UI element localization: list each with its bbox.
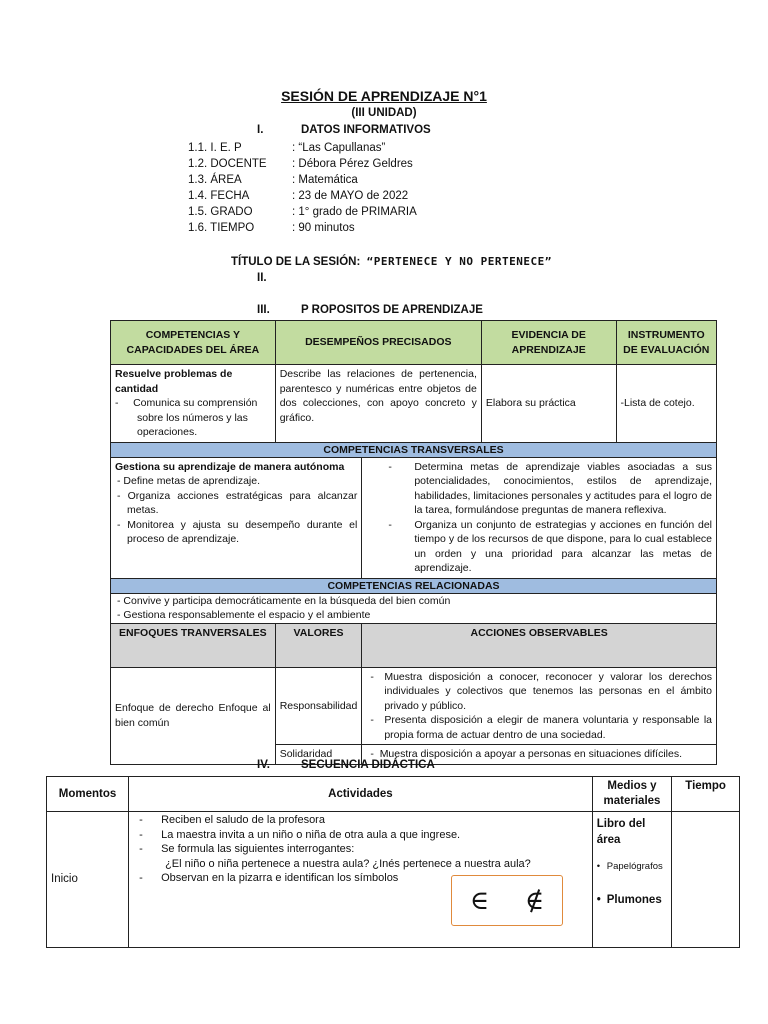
materials-list xyxy=(597,860,667,907)
info-key: 1.6. TIEMPO xyxy=(188,222,255,234)
sequence-table xyxy=(46,776,740,948)
page-title: SESIÓN DE APRENDIZAJE N°1 xyxy=(281,88,487,104)
header-cell: COMPETENCIAS Y CAPACIDADES DEL ÁREA xyxy=(111,321,276,365)
purposes-row xyxy=(111,365,717,443)
purposes-header-row xyxy=(111,321,717,365)
section-label: SECUENCIA DIDÁCTICA xyxy=(301,759,435,771)
info-key: 1.3. ÁREA xyxy=(188,174,242,186)
header-cell: Actividades xyxy=(129,777,593,812)
transversal-performance-cell xyxy=(362,457,717,578)
related-row xyxy=(111,593,717,623)
competence-cell xyxy=(111,365,276,443)
section-3-heading xyxy=(257,304,483,316)
sequence-header-row xyxy=(47,777,740,812)
list-item: - Reciben el saludo de la profesora xyxy=(133,813,588,828)
header-cell: Medios y materiales xyxy=(592,777,671,812)
session-title-label: TÍTULO DE LA SESIÓN: xyxy=(231,256,361,268)
info-row xyxy=(188,188,417,204)
info-key: 1.2. DOCENTE xyxy=(188,158,267,170)
header-cell xyxy=(111,623,276,667)
actions-cell xyxy=(362,667,717,745)
list-item: - Muestra disposición a conocer, reconocer y valorar los derechos individuales y colectivos que tenemos las personas en el ámbito privado y público. xyxy=(370,670,712,712)
info-row xyxy=(188,172,417,188)
session-title xyxy=(231,255,552,268)
not-element-of-icon: ∉ xyxy=(524,885,545,916)
list-item-text: Presenta disposición a elegir de manera voluntaria y responsable la propia forma de actuar dentro de una sociedad. xyxy=(384,714,712,741)
header-cell: ACCIONES OBSERVABLES xyxy=(362,623,717,667)
transversal-competence-cell xyxy=(111,457,362,578)
section-number: I. xyxy=(257,124,264,136)
band-row xyxy=(111,578,717,593)
section-label: P ROPOSITOS DE APRENDIZAJE xyxy=(301,304,483,316)
capacity-list xyxy=(115,396,271,440)
band-row xyxy=(111,442,717,457)
header-cell: DESEMPEÑOS PRECISADOS xyxy=(275,321,481,365)
element-of-icon: ∈ xyxy=(469,885,490,916)
info-block xyxy=(188,140,417,236)
value-cell: Solidaridad xyxy=(275,745,362,765)
evidence-cell: Elabora su práctica xyxy=(481,365,616,443)
info-value: : 90 minutos xyxy=(292,222,355,234)
list-item-text: Muestra disposición a apoyar a personas en situaciones difíciles. xyxy=(379,748,683,760)
transversal-band: COMPETENCIAS TRANSVERSALES xyxy=(111,442,717,457)
actions-cell: - Muestra disposición a apoyar a personas en situaciones difíciles. xyxy=(362,745,717,765)
approach-cell: Enfoque de derecho Enfoque al bien común xyxy=(111,667,276,764)
materials-cell xyxy=(592,812,671,948)
header-cell: EVIDENCIA DE APRENDIZAJE xyxy=(481,321,616,365)
info-value: : Matemática xyxy=(292,174,358,186)
section-1-heading xyxy=(257,124,431,136)
sequence-row xyxy=(47,812,740,948)
transversal-capacity-list xyxy=(115,474,357,547)
list-item: - Organiza acciones estratégicas para alcanzar metas. xyxy=(115,489,357,518)
info-row xyxy=(188,204,417,220)
list-item: - La maestra invita a un niño o niña de otra aula a que ingrese. xyxy=(133,828,588,843)
approach-row xyxy=(111,667,717,745)
info-row xyxy=(188,220,417,236)
section-number: II. xyxy=(257,272,267,284)
list-item-text: Organiza un conjunto de estrategias y acciones en función del tiempo y de los recursos de que dispone, para lo cual establece un orden y una prioridad para alcanzar las metas de aprendizaje. xyxy=(414,518,712,574)
symbols-box xyxy=(451,875,563,926)
approach-header-row xyxy=(111,623,717,667)
info-key: 1.5. GRADO xyxy=(188,206,253,218)
list-item: - Observan en la pizarra e identifican los símbolos xyxy=(133,871,588,886)
header-cell: Tiempo xyxy=(672,777,740,812)
list-item: • Plumones xyxy=(597,893,667,908)
related-list xyxy=(115,594,712,623)
list-item: - Comunica su comprensión sobre los números y las operaciones. xyxy=(115,396,271,440)
actions-list xyxy=(366,670,712,743)
info-key: 1.1. I. E. P xyxy=(188,142,242,154)
info-value: : 1° grado de PRIMARIA xyxy=(292,206,417,218)
competence-title: Resuelve problemas de cantidad xyxy=(115,368,233,395)
list-item-text: Muestra disposición a conocer, reconocer y valorar los derechos individuales y colectivos que tenemos las personas en el ámbito privado y público. xyxy=(384,670,712,712)
list-item: • Papelógrafos xyxy=(597,860,667,875)
info-row xyxy=(188,140,417,156)
list-item: - Organiza un conjunto de estrategias y acciones en función del tiempo y de los recursos de que dispone, para lo cual establece un orden y una prioridad para alcanzar las metas de aprendizaje. xyxy=(388,518,712,574)
session-title-value: “PERTENECE Y NO PERTENECE” xyxy=(366,255,552,268)
time-cell xyxy=(672,812,740,948)
header-cell: Momentos xyxy=(47,777,129,812)
list-item: - Se formula las siguientes interrogantes: xyxy=(133,842,588,857)
list-item-text: Determina metas de aprendizaje viables asociadas a sus potencialidades, conocimientos, estilos de aprendizaje, habilidades, limitaciones personales y actitudes para el logro de la tarea, formulándose preguntas de manera reflexiva. xyxy=(414,460,712,516)
section-4-heading xyxy=(257,759,435,771)
list-item: - Convive y participa democráticamente en la búsqueda del bien común xyxy=(115,594,712,609)
info-row xyxy=(188,156,417,172)
value-cell: Responsabilidad xyxy=(275,667,362,745)
list-item: - Determina metas de aprendizaje viables asociadas a sus potencialidades, conocimientos, estilos de aprendizaje, habilidades, limitaciones personales y actitudes para el logro de la tarea, formulándose preguntas de manera reflexiva. xyxy=(388,460,712,516)
header-cell: VALORES xyxy=(275,623,362,667)
header-cell: INSTRUMENTO DE EVALUACIÓN xyxy=(616,321,717,365)
section-2-heading xyxy=(257,272,267,284)
info-key: 1.4. FECHA xyxy=(188,190,250,202)
list-item: - Monitorea y ajusta su desempeño durante el proceso de aprendizaje. xyxy=(115,518,357,547)
list-item: - Gestiona responsablemente el espacio y el ambiente xyxy=(115,608,712,623)
instrument-cell: -Lista de cotejo. xyxy=(616,365,717,443)
info-value: : Débora Pérez Geldres xyxy=(292,158,413,170)
section-number: IV. xyxy=(257,759,271,771)
info-value: : 23 de MAYO de 2022 xyxy=(292,190,409,202)
list-item: - Presenta disposición a elegir de manera voluntaria y responsable la propia forma de actuar dentro de una sociedad. xyxy=(370,714,712,741)
materials-title: Libro del área xyxy=(596,818,646,846)
section-label: DATOS INFORMATIVOS xyxy=(301,124,431,136)
related-cell xyxy=(111,593,717,623)
transversal-title: Gestiona su aprendizaje de manera autónoma xyxy=(115,460,345,473)
section-number: III. xyxy=(257,304,270,316)
header-text: ENFOQUES TRANVERSALES xyxy=(119,626,267,639)
moment-cell: Inicio xyxy=(47,812,129,948)
transversal-row xyxy=(111,457,717,578)
list-item: - Define metas de aprendizaje. xyxy=(115,474,357,489)
purposes-table xyxy=(110,320,717,765)
transversal-performance-list xyxy=(366,460,712,576)
unit-subtitle: (III UNIDAD) xyxy=(351,107,417,119)
info-value: : “Las Capullanas” xyxy=(292,142,386,154)
related-band: COMPETENCIAS RELACIONADAS xyxy=(111,578,717,593)
performance-cell: Describe las relaciones de pertenencia, parentesco y numéricas entre objetos de dos colecciones, con apoyo concreto y gráfico. xyxy=(275,365,481,443)
list-item: ¿El niño o niña pertenece a nuestra aula? ¿Inés pertenece a nuestra aula? xyxy=(165,857,531,870)
